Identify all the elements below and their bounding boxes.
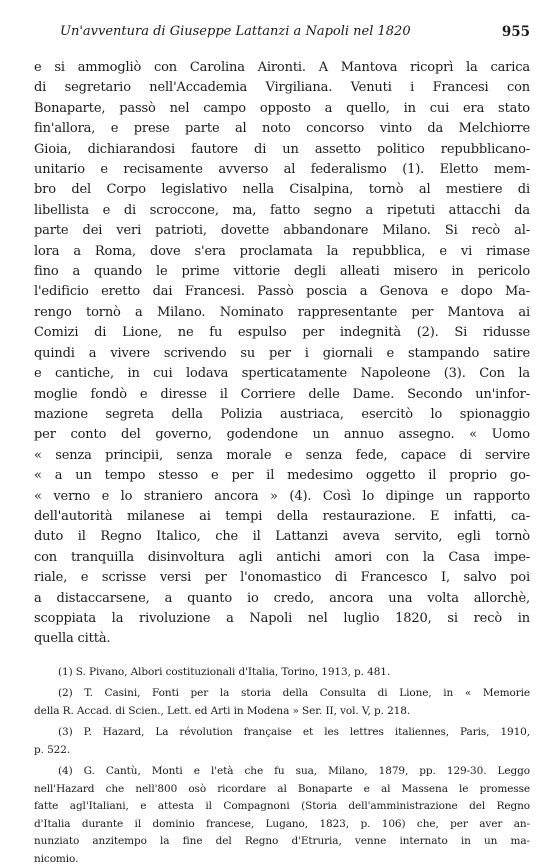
text-line: e cantiche, in cui lodava sperticatamente Napoleone (3). Con la (34, 366, 530, 382)
footnote-line: (4) G. Cantù, Monti e l'età che fu sua, Milano, 1879, pp. 129-30. Leggo (58, 765, 530, 778)
text-line: Bonaparte, passò nel campo opposto a quello, in cui era stato (34, 100, 530, 116)
footnote (34, 763, 530, 868)
text-line: moglie fondò e diresse il Corriere delle Dame. Secondo un'infor- (34, 386, 530, 402)
footnote-line: (3) P. Hazard, La révolution française et les lettres italiennes, Paris, 1910, (58, 726, 530, 739)
text-line: libellista e di scroccone, ma, fatto segno a ripetuti attacchi da (34, 202, 530, 218)
text-line: a distaccarsene, a quanto io credo, ancora una volta allorchè, (34, 590, 530, 606)
body-paragraph (34, 58, 530, 650)
footnote-line: nunziato anzitempo la fine del Regno d'Etruria, venne internato in un ma- (34, 835, 530, 848)
text-line: lora a Roma, dove s'era proclamata la repubblica, e vi rimase (34, 243, 530, 259)
text-line: unitario e recisamente avverso al federalismo (1). Eletto mem- (34, 162, 530, 178)
text-line: « verno e lo straniero ancora » (4). Così lo dipinge un rapporto (34, 488, 530, 504)
text-line: scoppiata la rivoluzione a Napoli nel luglio 1820, si recò in (34, 610, 530, 626)
text-line: e si ammogliò con Carolina Aironti. A Mantova ricoprì la carica (34, 60, 530, 75)
text-line: con tranquilla disinvoltura agli antichi amori con la Casa impe- (34, 549, 530, 565)
running-title: Un'avventura di Giuseppe Lattanzi a Napoli nel 1820 (60, 24, 411, 39)
footnote (34, 685, 530, 720)
footnote-line: (1) S. Pivano, Albori costituzionali d'Italia, Torino, 1913, p. 481. (58, 665, 391, 678)
text-line: bro del Corpo legislativo nella Cisalpina, tornò al mestiere di (34, 182, 530, 198)
text-line: parte dei veri patrioti, dovette abbandonare Milano. Si recò al- (34, 223, 530, 239)
text-line: l'edificio eretto dai Francesi. Passò poscia a Genova e dopo Ma- (34, 284, 530, 300)
page-number: 955 (501, 24, 530, 40)
footnote-line: nicomio. (34, 852, 79, 865)
footnote-line: fatte agl'Italiani, e attesta il Compagnoni (Storia dell'amministrazione del Regno (34, 800, 530, 813)
text-line: duto il Regno Italico, che il Lattanzi aveva servito, egli tornò (34, 529, 530, 545)
text-line: quindi a vivere scrivendo su per i giornali e stampando satire (34, 345, 530, 361)
text-line: quella città. (34, 631, 111, 647)
text-line: Comizi di Lione, ne fu espulso per indegnità (2). Si ridusse (34, 325, 530, 341)
book-page (34, 22, 530, 865)
text-line: di segretario nell'Accademia Virgiliana. Venuti i Francesi con (34, 80, 530, 96)
text-line: dell'autorità milanese ai tempi della restaurazione. E infatti, ca- (34, 508, 530, 524)
text-line: riale, e scrisse versi per l'onomastico di Francesco I, salvo poi (34, 570, 530, 586)
footnote (34, 724, 530, 759)
footnote-line: d'Italia durante il dominio francese, Lugano, 1823, p. 106) che, per aver an- (34, 817, 530, 830)
footnotes (34, 664, 530, 868)
text-line: per conto del governo, godendone un annuo assegno. « Uomo (34, 427, 530, 443)
footnote-line: nell'Hazard che nell'800 osò ricordare al Bonaparte e al Massena le promesse (34, 782, 530, 795)
text-line: fino a quando le prime vittorie degli alleati misero in pericolo (34, 264, 530, 280)
text-line: fin'allora, e prese parte al noto concorso vinto da Melchiorre (34, 121, 530, 137)
text-line: « senza principii, senza morale e senza fede, capace di servire (34, 447, 530, 463)
footnote-line: (2) T. Casini, Fonti per la storia della Consulta di Lione, in « Memorie (58, 687, 530, 700)
footnote-line: p. 522. (34, 743, 71, 756)
running-header (34, 22, 530, 42)
text-line: rengo tornò a Milano. Nominato rappresentante per Mantova ai (34, 304, 530, 320)
text-line: « a un tempo stesso e per il medesimo oggetto il proprio go- (34, 468, 530, 484)
footnote (34, 664, 530, 682)
footnote-line: della R. Accad. di Scien., Lett. ed Arti in Modena » Ser. II, vol. V, p. 218. (34, 704, 411, 717)
section-gap (34, 650, 530, 664)
text-line: mazione segreta della Polizia austriaca, esercitò lo spionaggio (34, 406, 530, 422)
text-line: Gioia, dichiarandosi fautore di un assetto politico repubblicano- (34, 141, 530, 157)
